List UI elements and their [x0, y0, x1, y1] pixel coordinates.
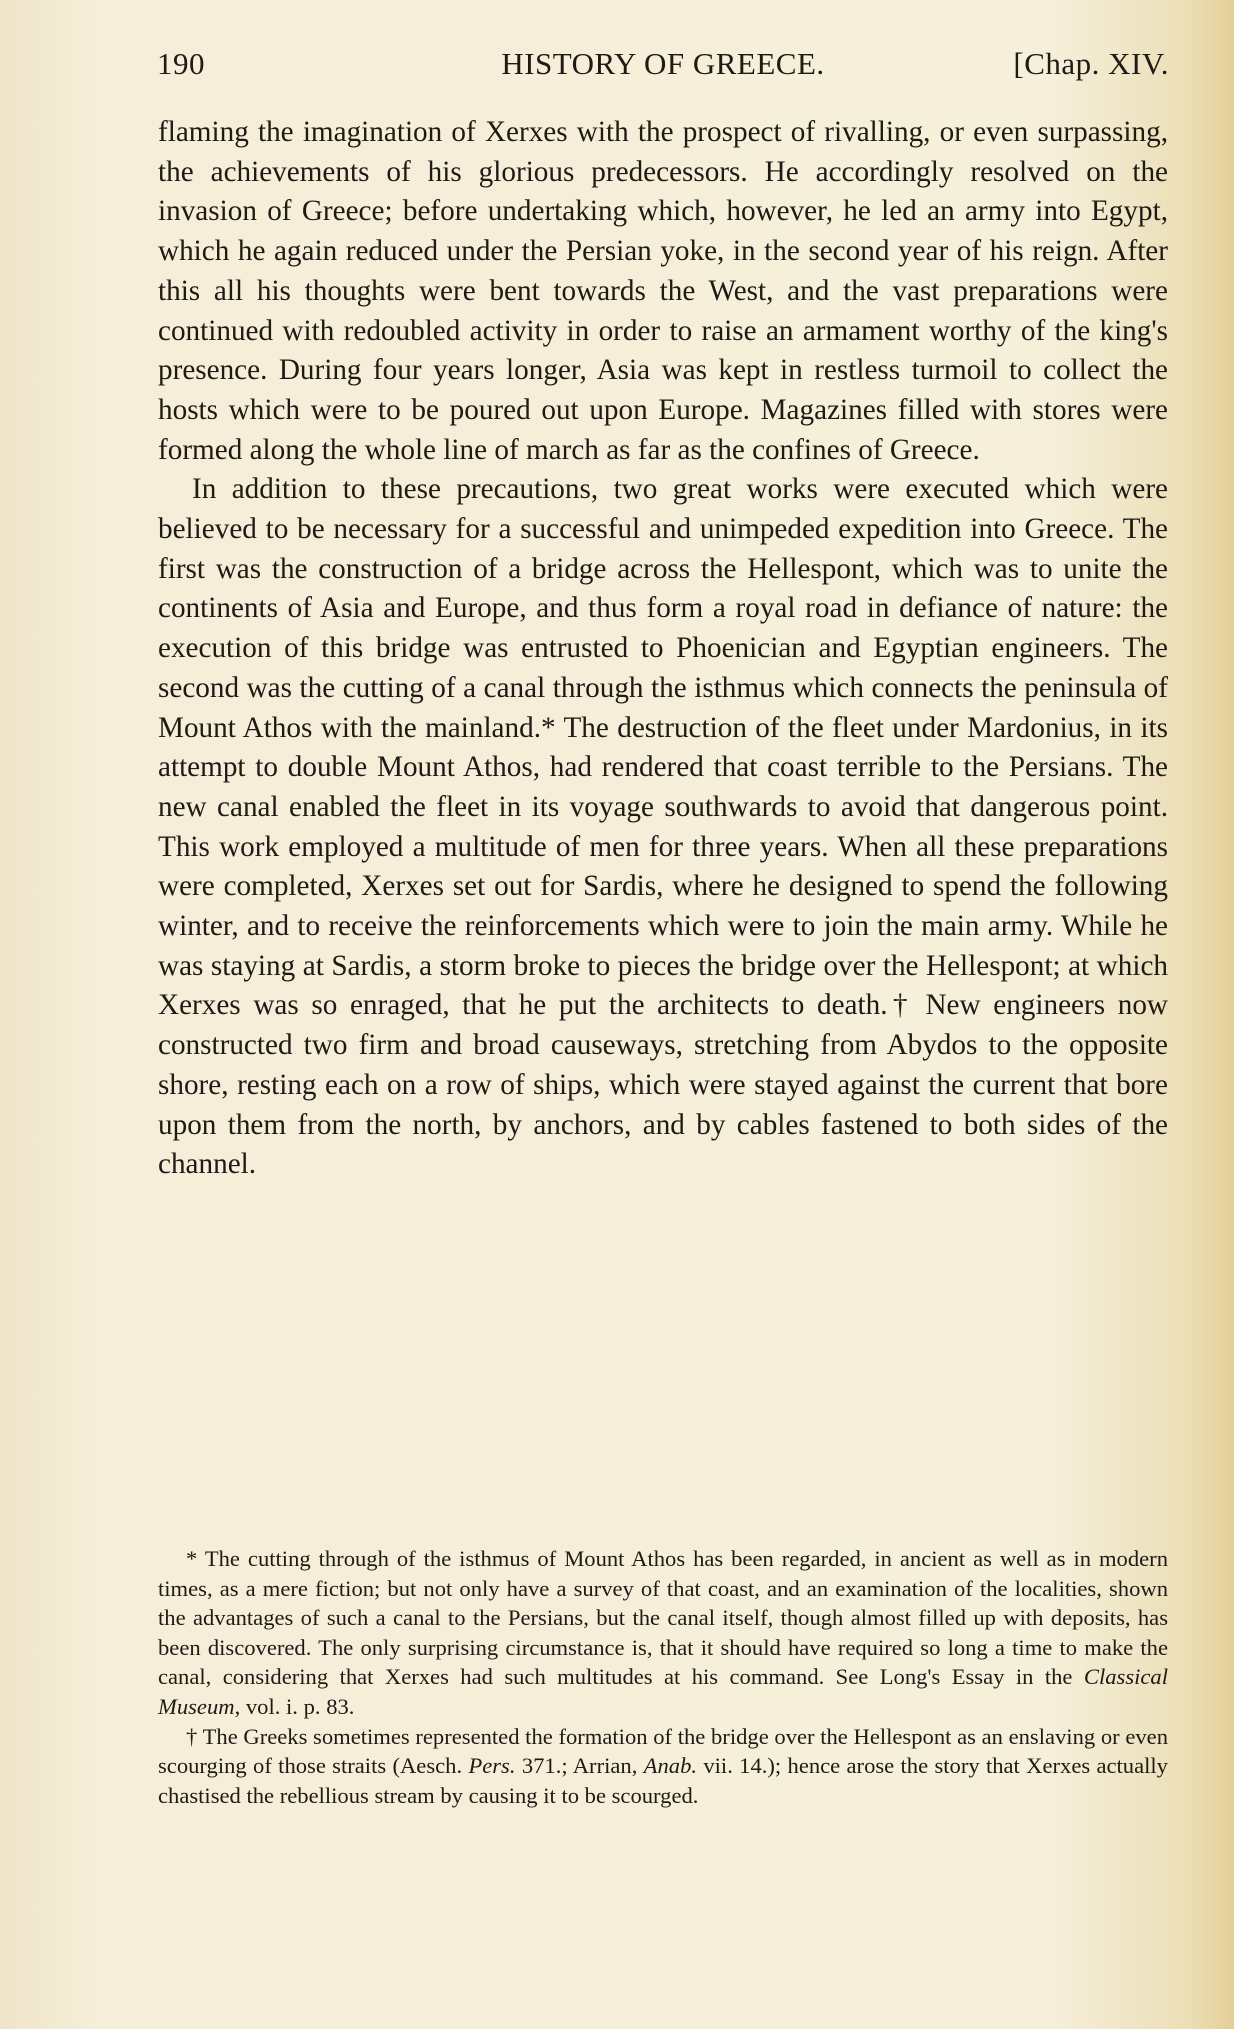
- footnote-1-text-end: , vol. i. p. 83.: [234, 1693, 355, 1719]
- footnote-2-title-pers: Pers.: [468, 1753, 516, 1779]
- running-title: HISTORY OF GREECE.: [501, 46, 825, 81]
- footnote-2-text: † The Greeks sometimes represented the formation of the bridge over the Hellespont as an enslaving or even scourging of those straits (Aesch.: [158, 1723, 1168, 1779]
- footnote-1: [158, 1544, 1168, 1722]
- page-number: 190: [157, 46, 205, 81]
- main-text: [158, 113, 1168, 1185]
- paragraph-1: flaming the imagination of Xerxes with the prospect of rivalling, or even surpassing, the achievements of his glorious predecessors. He accordingly resolved on the invasion of Greece; before undertaking which, however, he led an army into Egypt, which he again reduced under the Persian yoke, in the second year of his reign. After this all his thoughts were bent towards the West, and the vast preparations were continued with redoubled activity in order to raise an armament worthy of the king's presence. During four years longer, Asia was kept in restless turmoil to collect the hosts which were to be poured out upon Europe. Magazines filled with stores were formed along the whole line of march as far as the confines of Greece.: [158, 116, 1168, 466]
- footnote-2-title-anab: Anab.: [643, 1753, 698, 1779]
- footnotes: [158, 1544, 1168, 1810]
- footnote-1-title: Classical Museum: [158, 1664, 1168, 1719]
- footnote-1-text: * The cutting through of the isthmus of Mount Athos has been regarded, in ancient as well as in modern times, as a mere fiction; but not only have a survey of that coast, and an examination of the localities, shown the advantages of such a canal to the Persians, but the canal itself, though almost filled up with deposits, has been discovered. The only surprising circumstance is, that it should have required so long a time to make the canal, considering that Xerxes had such multitudes at his command. See Long's Essay in the: [158, 1546, 1168, 1690]
- running-header: [157, 46, 1169, 96]
- chapter-reference: [Chap. XIV.: [1013, 46, 1169, 81]
- footnote-2-text-end: vii. 14.); hence arose the story that Xerxes actually chastised the rebellious stream by causing it to be scourged.: [158, 1753, 1168, 1808]
- footnote-2-text-mid: 371.; Arrian,: [515, 1753, 644, 1779]
- footnote-2: [158, 1722, 1168, 1811]
- paragraph-2: In addition to these precautions, two great works were executed which were believed to be necessary for a successful and unimpeded expedition into Greece. The first was the construction of a bridge across the Hellespont, which was to unite the continents of Asia and Europe, and thus form a royal road in defiance of nature: the execution of this bridge was entrusted to Phoenician and Egyptian engineers. The second was the cutting of a canal through the isthmus which connects the peninsula of Mount Athos with the mainland.* The destruction of the fleet under Mardonius, in its attempt to double Mount Athos, had rendered that coast terrible to the Persians. The new canal enabled the fleet in its voyage southwards to avoid that dangerous point. This work employed a multitude of men for three years. When all these preparations were completed, Xerxes set out for Sardis, where he designed to spend the following winter, and to receive the reinforcements which were to join the main army. While he was staying at Sardis, a storm broke to pieces the bridge over the Hellespont; at which Xerxes was so enraged, that he put the architects to death.† New engineers now constructed two firm and broad causeways, stretching from Abydos to the opposite shore, resting each on a row of ships, which were stayed against the current that bore upon them from the north, by anchors, and by cables fastened to both sides of the channel.: [158, 473, 1168, 1181]
